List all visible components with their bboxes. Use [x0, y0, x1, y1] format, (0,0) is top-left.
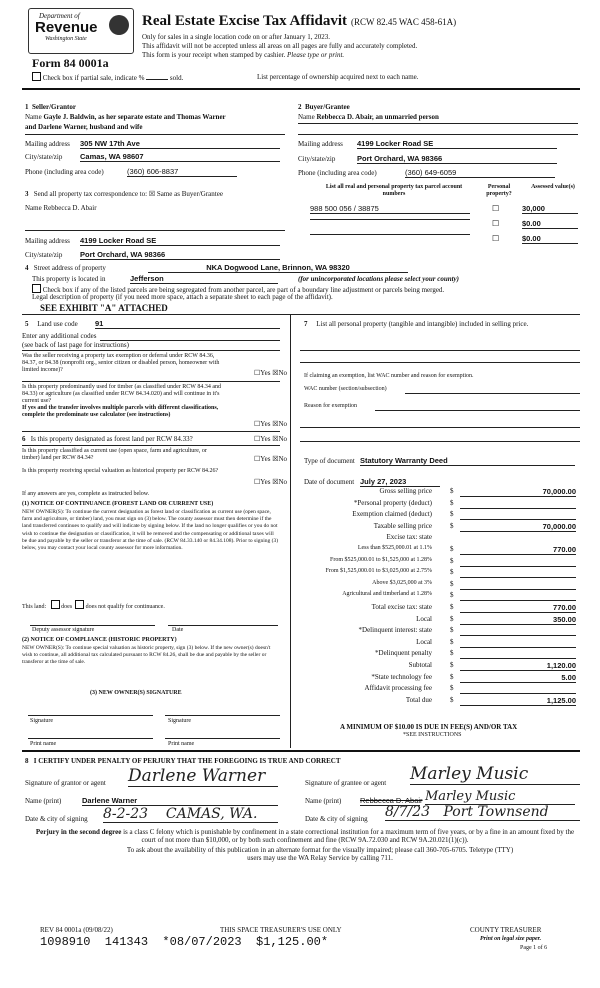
sold-label: sold. [169, 74, 184, 82]
seller-mailing-label: Mailing address [25, 140, 70, 148]
parcels-col3: Assessed value(s) [531, 184, 575, 190]
section5-q1 [22, 353, 288, 377]
tax-row-label: Exemption claimed (deduct) [352, 510, 432, 519]
correspondence-city[interactable]: Port Orchard, WA 98366 [80, 250, 280, 260]
section6-q1-text: Is this property designated as forest land per RCW 84.33? [30, 435, 193, 443]
correspondence-num: 3 [25, 190, 29, 198]
grantor-sig-label: Signature of grantor or agent [25, 779, 106, 787]
tax-row [300, 545, 580, 555]
tax-row-amount[interactable] [460, 638, 576, 648]
this-land-label: This land: [22, 604, 47, 610]
dollar-sign: $ [450, 637, 454, 646]
parcel-personal-checkbox[interactable]: ☐ [492, 219, 500, 228]
no-label: No [278, 369, 288, 377]
tax-row-label: Subtotal [408, 661, 432, 669]
tax-row-amount[interactable] [460, 580, 576, 590]
parcel-number[interactable]: 988 500 056 / 38875 [310, 204, 470, 214]
tax-row [300, 603, 580, 613]
wa-logo-icon [109, 15, 129, 35]
minimum-fee-note: A MINIMUM OF $10.00 IS DUE IN FEE(S) AND/OR TAX [340, 723, 518, 731]
tax-row-amount[interactable] [460, 510, 576, 520]
seller-mailing[interactable]: 305 NW 17th Ave [80, 139, 280, 149]
header-note2: This affidavit will not be accepted unless all areas on all pages are fully and accurately completed. [142, 42, 418, 50]
exemption-claim-label: If claiming an exemption, list WAC number and reason for exemption. [304, 373, 474, 379]
tax-row [300, 696, 580, 706]
grantor-date-city-label: Date & city of signing [25, 815, 88, 823]
continuance-row [22, 600, 165, 611]
doc-date[interactable]: July 27, 2023 [360, 477, 440, 487]
tax-row [300, 522, 580, 532]
correspondence-label: Send all property tax correspondence to: [33, 190, 148, 198]
property-unincorp: (for unincorporated locations please select your county) [298, 275, 459, 283]
grantor-name-label: Name (print) [25, 797, 62, 805]
tax-row [300, 684, 580, 694]
treasurer-stamp: 1098910 141343 *08/07/2023 $1,125.00* [40, 935, 329, 949]
correspondence-city-label: City/state/zip [25, 251, 63, 259]
seller-name-line2: and Darlene Warner, husband and wife [25, 123, 143, 131]
correspondence-name: Rebbecca D. Abair [43, 204, 97, 212]
parcel-number[interactable] [310, 219, 470, 220]
yes-label: Yes [260, 420, 271, 428]
grantee-name-struck[interactable]: Rebbecca D. Abair [360, 796, 423, 805]
property-located[interactable]: Jefferson [130, 274, 278, 284]
does-not-label: does not qualify for continuance. [85, 604, 165, 610]
grantee-signature[interactable]: Marley Music [410, 764, 580, 785]
no-label: No [278, 420, 288, 428]
tax-row-amount[interactable]: 70,000.00 [460, 522, 576, 532]
parcel-value[interactable]: $0.00 [522, 219, 578, 229]
section5-q1-text: Was the seller receiving a property tax exemption or deferral under RCW 84.36, 84.37, or 84.38 (nonprofit org., senior citizen or disabled person, homeowner with limited income)? [22, 353, 220, 373]
grantor-date: 8-2-23 [103, 806, 149, 822]
tax-row [300, 661, 580, 671]
section6-q2-text: Is this property classified as current use (open space, farm and agriculture, or timber) land per RCW 84.34? [22, 448, 207, 461]
doc-type-label: Type of document [304, 457, 355, 465]
section7-label: List all personal property (tangible and intangible) included in selling price. [316, 320, 529, 328]
tax-row [300, 580, 580, 590]
ownership-label: List percentage of ownership acquired next to each name. [257, 73, 419, 81]
notice-continuance-title: (1) NOTICE OF CONTINUANCE (FOREST LAND OR CURRENT USE) [22, 501, 214, 507]
header-note3-b: Please type or print. [287, 51, 345, 59]
grantee-date-city[interactable] [385, 804, 580, 821]
tax-row-label: Taxable selling price [373, 521, 432, 530]
perjury-notice [30, 828, 580, 844]
partial-sale-label: Check box if partial sale, indicate % [42, 74, 145, 82]
tax-row-amount[interactable]: 1,125.00 [460, 696, 576, 706]
s6q1-yes-checkbox[interactable]: ☐ [254, 435, 261, 443]
dollar-sign: $ [450, 672, 454, 681]
buyer-name-label: Name [298, 113, 315, 121]
section6-q2-answers [254, 455, 287, 463]
owner-print-name-2: Print name [168, 741, 195, 747]
property-street[interactable]: NKA Dogwood Lane, Brinnon, WA 98320 [148, 263, 408, 273]
tax-row-label: Agricultural and timberland at 1.28% [342, 591, 432, 598]
seller-name-label: Name [25, 113, 42, 121]
tax-row-amount[interactable]: 70,000.00 [460, 487, 576, 497]
notice-compliance-body: NEW OWNER(S): To continue special valuation as historic property, sign (3) below. If the new owner(s) doesn't wish to continue, all additional tax calculated pursuant to RCW 84.26, shall be due and payable by the seller or transferor at the time of sale. [22, 645, 271, 666]
buyer-city-label: City/state/zip [298, 155, 336, 163]
section5-q1-answers [254, 369, 287, 377]
tax-row [300, 626, 580, 636]
alt-format-note: To ask about the availability of this publication in an alternate format for the visually impaired; please call 360-705-6705. Teletype (TTY) users may use the WA Relay Service by calling 711. [126, 846, 514, 862]
buyer-heading-text: Buyer/Grantee [305, 103, 350, 111]
dollar-sign: $ [450, 579, 454, 588]
buyer-name-row [298, 113, 578, 121]
buyer-mailing-label: Mailing address [298, 140, 343, 148]
grantee-date: 8/7/23 [385, 804, 431, 820]
dollar-sign: $ [450, 498, 454, 507]
land-use-label: Land use code [37, 320, 78, 328]
section5-num: 5 [25, 320, 29, 328]
s6q1-no-checkbox[interactable]: ☒ [272, 435, 279, 443]
form-title-text: Real Estate Excise Tax Affidavit [142, 13, 347, 29]
section6-q1-answers [254, 435, 287, 443]
certify-statement: I CERTIFY UNDER PENALTY OF PERJURY THAT THE FOREGOING IS TRUE AND CORRECT [33, 757, 341, 765]
dollar-sign: $ [450, 591, 454, 600]
dollar-sign: $ [450, 487, 454, 495]
header-note3-row [142, 51, 344, 59]
form-title [142, 12, 456, 30]
grantor-signature[interactable]: Darlene Warner [128, 766, 278, 787]
perjury-label: Perjury in the second degree [35, 828, 122, 836]
parcel-number[interactable] [310, 234, 470, 235]
dollar-sign: $ [450, 684, 454, 693]
dollar-sign: $ [450, 695, 454, 704]
tax-row-amount[interactable] [460, 684, 576, 694]
rev-number: REV 84 0001a (09/08/22) [40, 926, 113, 934]
does-checkbox[interactable] [51, 600, 60, 609]
dollar-sign: $ [450, 510, 454, 519]
section5-q2 [22, 384, 288, 428]
property-exhibit: SEE EXHIBIT "A" ATTACHED [40, 303, 168, 313]
seller-heading-text: Seller/Grantor [32, 103, 76, 111]
grantee-date-city-label: Date & city of signing [305, 815, 368, 823]
no-label: No [278, 478, 288, 486]
tax-row-label: Above $3,025,000 at 3% [372, 579, 432, 586]
tax-row-label: Gross selling price [379, 487, 432, 495]
segregated-checkbox[interactable] [32, 284, 41, 293]
property-segregated: Check box if any of the listed parcels are being segregated from another parcel, are part of a boundary line adjustment or parcels being merged. [42, 286, 445, 294]
header-note3: This form is your receipt when stamped by cashier. [142, 51, 286, 59]
tax-row-amount[interactable] [460, 649, 576, 659]
tax-row-amount[interactable]: 350.00 [460, 615, 576, 625]
grantor-date-city[interactable] [103, 806, 278, 823]
see-back: (see back of last page for instructions) [22, 341, 129, 349]
property-num: 4 [25, 264, 29, 272]
dollar-sign: $ [450, 614, 454, 623]
correspondence-mailing[interactable]: 4199 Locker Road SE [80, 236, 280, 246]
deputy-date-label: Date [172, 627, 184, 633]
tax-row [300, 487, 580, 497]
grantor-city: CAMAS, WA. [165, 806, 258, 822]
exemption-reason-label: Reason for exemption [304, 403, 357, 409]
seller-city-label: City/state/zip [25, 153, 63, 161]
owner-signature-label-1: Signature [30, 718, 53, 724]
buyer-mailing[interactable]: 4199 Locker Road SE [357, 139, 557, 149]
section6-q3 [22, 468, 288, 486]
tax-row-label: Excise tax: state [386, 533, 432, 542]
tax-row-amount[interactable] [460, 568, 576, 578]
partial-sale-checkbox[interactable] [32, 72, 41, 81]
doc-date-label: Date of document [304, 478, 355, 486]
s6q2-yes-checkbox[interactable]: ☐ [254, 455, 261, 463]
same-as-buyer-checkbox[interactable]: ☒ [148, 190, 156, 198]
yes-label: Yes [260, 478, 271, 486]
additional-codes: Enter any additional codes [22, 332, 97, 340]
parcels-col2: Personal property? [486, 184, 512, 197]
section5-q2-text-b: If yes and the transfer involves multiple parcels with different classifications, complete the predominate use calculator (see instructions) [22, 405, 219, 418]
grantee-city: Port Townsend [443, 804, 549, 820]
seller-num: 1 [25, 103, 29, 111]
buyer-city[interactable]: Port Orchard, WA 98366 [357, 154, 557, 164]
notice-compliance-title: (2) NOTICE OF COMPLIANCE (HISTORIC PROPERTY) [22, 637, 177, 643]
section7-num: 7 [304, 320, 308, 328]
correspondence-name-label: Name [25, 204, 42, 212]
seller-phone-label: Phone (including area code) [25, 168, 104, 176]
grantee-sig-label: Signature of grantee or agent [305, 779, 387, 787]
header-note1: Only for sales in a single location code on or after January 1, 2023. [142, 33, 330, 41]
treasurer-use-only: THIS SPACE TREASURER'S USE ONLY [220, 926, 342, 934]
parcel-value[interactable]: 30,000 [522, 204, 578, 214]
section5-q2-text: Is this property predominantly used for timber (as classified under RCW 84.34 and 84.33) or agriculture (as classified under RCW 84.34.020) and will continue in it's current use? [22, 384, 222, 404]
dollar-sign: $ [450, 649, 454, 658]
buyer-name: Rebbecca D. Abair, an unmarried person [316, 113, 439, 121]
form-number: Form 84 0001a [32, 56, 109, 70]
section6-q3-text: Is this property receiving special valuation as historical property per RCW 84.26? [22, 468, 219, 474]
parcel-personal-checkbox[interactable]: ☐ [492, 204, 500, 213]
q1-yes-checkbox[interactable]: ☐ [254, 369, 261, 377]
tax-row-amount[interactable] [460, 591, 576, 601]
tax-row-amount[interactable] [460, 626, 576, 636]
tax-row-label: From $525,000.01 to $1,525,000 at 1.28% [330, 556, 432, 563]
yes-label: Yes [260, 455, 271, 463]
tax-row-label: Less than $525,000.01 at 1.1% [357, 545, 432, 551]
no-label: No [278, 435, 288, 443]
tax-row-label: Total due [405, 695, 432, 704]
tax-row [300, 673, 580, 683]
s6q2-no-checkbox[interactable]: ☒ [272, 455, 279, 463]
owner-print-name-1: Print name [30, 741, 57, 747]
same-as-buyer-label: Same as Buyer/Grantee [156, 190, 223, 198]
tax-row-label: From $1,525,000.01 to $3,025,000 at 2.75% [325, 568, 432, 575]
dollar-sign: $ [450, 545, 454, 553]
tax-row-amount[interactable] [460, 557, 576, 567]
agency-line2: Revenue [35, 19, 98, 36]
land-use-code[interactable]: 91 [95, 319, 280, 329]
no-label: No [278, 455, 288, 463]
q2-yes-checkbox[interactable]: ☐ [254, 420, 261, 428]
buyer-num: 2 [298, 103, 302, 111]
does-not-checkbox[interactable] [75, 600, 84, 609]
q2-no-checkbox[interactable]: ☒ [272, 420, 279, 428]
parcel-row [310, 234, 580, 246]
deputy-signature-label: Deputy assessor signature [32, 627, 95, 633]
section6-num: 6 [22, 435, 26, 443]
agency-line1: Department of [39, 12, 80, 20]
section5-q2-answers [254, 420, 287, 428]
property-legal: Legal description of property (if you need more space, attach a separate sheet to each page of the affidavit). [32, 293, 333, 301]
correspondence-name-row [25, 204, 97, 212]
grantee-name-hand[interactable]: Marley Music [425, 789, 575, 805]
dollar-sign: $ [450, 603, 454, 611]
form-citation: (RCW 82.45 WAC 458-61A) [351, 17, 457, 27]
buyer-phone[interactable]: (360) 649-6059 [405, 168, 555, 178]
seller-city[interactable]: Camas, WA 98607 [80, 152, 280, 162]
tax-row [300, 591, 580, 601]
section7-label-row [304, 320, 579, 328]
tax-row [300, 499, 580, 509]
tax-row-label: *Delinquent penalty [375, 649, 432, 658]
grantee-name-label: Name (print) [305, 797, 342, 805]
buyer-heading [298, 103, 350, 111]
dollar-sign: $ [450, 661, 454, 669]
tax-row [300, 615, 580, 625]
parcel-value[interactable]: $0.00 [522, 234, 578, 244]
seller-phone[interactable]: (360) 606-8837 [127, 167, 237, 177]
parcels-col1: List all real and personal property tax parcel account numbers [325, 184, 463, 197]
dollar-sign: $ [450, 556, 454, 565]
county-treasurer: COUNTY TREASURER [470, 926, 542, 934]
property-located-label: This property is located in [32, 275, 106, 283]
dollar-sign: $ [450, 521, 454, 530]
parcel-personal-checkbox[interactable]: ☐ [492, 234, 500, 243]
owner-signature-label-2: Signature [168, 718, 191, 724]
section6-q3-answers [254, 478, 287, 486]
seller-name-line1: Gayle J. Baldwin, as her separate estate and Thomas Warner [43, 113, 226, 121]
tax-row-amount[interactable] [460, 499, 576, 509]
page-number: Page 1 of 6 [520, 945, 548, 951]
parcel-row [310, 204, 580, 216]
does-label: does [61, 604, 73, 610]
tax-row-label: Affidavit processing fee [364, 684, 432, 693]
section6-q1 [22, 435, 288, 443]
tax-row [300, 510, 580, 520]
notice-continuance-body: NEW OWNER(S): To continue the current designation as forest land or classification as current use (open space, farm and agriculture, or timber) land, you must sign on (3) below. The county assessor must then determine if the land transferred continues to qualify and will indicate by signing below. If the land no longer qualifies or you do not wish to continue the designation or classification, it will be removed and the compensating or additional taxes will be due and payable by the seller or transferor at the time of sale. (RCW 84.33.140 or 84.34.108). Prior to signing (3) below, you may contact your local county assessor for more information. [22, 509, 279, 552]
new-owner-signature-title: (3) NEW OWNER(S) SIGNATURE [90, 690, 182, 696]
see-instructions-note: *SEE INSTRUCTIONS [403, 732, 462, 738]
property-street-label: Street address of property [33, 264, 106, 272]
partial-sale-row [32, 72, 183, 82]
s6q3-no-checkbox[interactable]: ☒ [272, 478, 279, 486]
section8-num: 8 [25, 757, 29, 765]
dollar-sign: $ [450, 626, 454, 635]
tax-row [300, 649, 580, 659]
yes-label: Yes [260, 435, 271, 443]
tax-row-label: *Personal property (deduct) [353, 498, 432, 507]
tax-row-label: Local [416, 637, 432, 646]
property-street-row [25, 264, 106, 272]
tax-row-label: Total excise tax: state [371, 603, 432, 611]
wac-label: WAC number (section/subsection) [304, 386, 387, 392]
tax-row [300, 533, 580, 543]
tax-row-amount[interactable]: 770.00 [460, 545, 576, 555]
parcel-row [310, 219, 580, 231]
perjury-text: is a class C felony which is punishable by confinement in a state correctional institution for a maximum term of five years, or by a fine in an amount fixed by the court of not more than $10,000, or by both such confinement and fine (RCW 9A.72.030 and RCW 9A.20.021(1)(c)). [123, 828, 575, 844]
agency-logo [28, 8, 134, 54]
dollar-sign: $ [450, 568, 454, 577]
agency-line3: Washington State [45, 36, 87, 42]
buyer-phone-label: Phone (including area code) [298, 169, 377, 177]
s6q3-yes-checkbox[interactable]: ☐ [254, 478, 261, 486]
grantor-name[interactable]: Darlene Warner [82, 796, 278, 806]
tax-row-amount[interactable]: 1,120.00 [460, 661, 576, 671]
certify-row [25, 757, 341, 765]
seller-name-row [25, 113, 285, 121]
tax-row [300, 638, 580, 648]
tax-row-amount[interactable]: 770.00 [460, 603, 576, 613]
section6-q2 [22, 448, 288, 463]
correspondence-row [25, 190, 223, 198]
doc-type[interactable]: Statutory Warranty Deed [360, 456, 575, 466]
yes-label: Yes [260, 369, 271, 377]
tax-row-label: Local [416, 614, 432, 623]
correspondence-mailing-label: Mailing address [25, 237, 70, 245]
legal-paper-note: Print on legal size paper. [480, 936, 542, 942]
tax-row-label: *State technology fee [371, 672, 432, 681]
if-yes-note: If any answers are yes, complete as instructed below. [22, 491, 150, 497]
tax-row [300, 568, 580, 578]
q1-no-checkbox[interactable]: ☒ [272, 369, 279, 377]
seller-heading [25, 103, 76, 111]
land-use-row [25, 320, 78, 328]
tax-row-label: *Delinquent interest: state [358, 626, 432, 635]
tax-row-amount[interactable]: 5.00 [460, 673, 576, 683]
tax-row [300, 557, 580, 567]
